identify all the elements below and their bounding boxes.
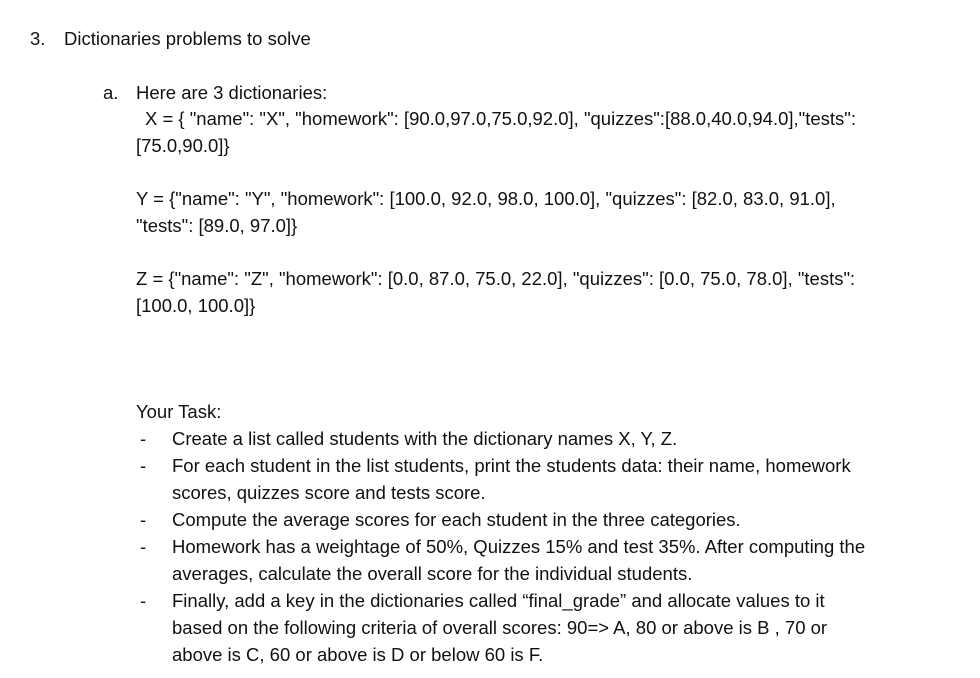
dictionary-x-line-1: X = { "name": "X", "homework": [90.0,97.0,75.0,92.0], "quizzes":[88.0,40.0,94.0],"tests": [145, 108, 857, 129]
task-item-line: based on the following criteria of overall scores: 90=> A, 80 or above is B , 70 or [172, 617, 828, 638]
dictionary-x-line-2: [75.0,90.0]} [136, 135, 230, 156]
task-item-line: above is C, 60 or above is D or below 60 is F. [172, 644, 544, 665]
dictionary-y-line-1: Y = {"name": "Y", "homework": [100.0, 92.0, 98.0, 100.0], "quizzes": [82.0, 83.0, 91.0], [136, 188, 836, 209]
section-number: 3. [30, 28, 46, 49]
dictionary-z-line-1: Z = {"name": "Z", "homework": [0.0, 87.0, 75.0, 22.0], "quizzes": [0.0, 75.0, 78.0], "tests": [136, 268, 856, 289]
dictionary-z-line-2: [100.0, 100.0]} [136, 295, 256, 316]
bullet-dash: - [140, 590, 147, 611]
part-a-intro: Here are 3 dictionaries: [136, 82, 328, 103]
task-item-line: Homework has a weightage of 50%, Quizzes 15% and test 35%. After computing the [172, 536, 866, 557]
section-heading [30, 25, 311, 52]
task-item-line: Finally, add a key in the dictionaries called “final_grade” and allocate values to it [172, 590, 825, 611]
bullet-dash: - [140, 536, 147, 557]
task-list [136, 425, 936, 668]
dictionary-z [136, 265, 946, 319]
task-item [136, 425, 936, 452]
section-title: Dictionaries problems to solve [64, 28, 311, 49]
task-item-line: For each student in the list students, print the students data: their name, homework [172, 455, 851, 476]
dictionary-y-line-2: "tests": [89.0, 97.0]} [136, 215, 298, 236]
task-item-line: Create a list called students with the dictionary names X, Y, Z. [172, 428, 678, 449]
task-item [136, 506, 936, 533]
task-item-line: scores, quizzes score and tests score. [172, 482, 486, 503]
dictionary-x [136, 105, 955, 159]
task-title: Your Task: [136, 401, 222, 422]
part-a-letter: a. [103, 82, 119, 103]
task-item-line: averages, calculate the overall score for the individual students. [172, 563, 693, 584]
dictionary-y [136, 185, 946, 239]
task-item [136, 452, 936, 506]
part-a-heading [103, 79, 327, 106]
task-item [136, 533, 936, 587]
bullet-dash: - [140, 428, 147, 449]
bullet-dash: - [140, 509, 147, 530]
bullet-dash: - [140, 455, 147, 476]
task-item-line: Compute the average scores for each student in the three categories. [172, 509, 741, 530]
task-item [136, 587, 936, 668]
